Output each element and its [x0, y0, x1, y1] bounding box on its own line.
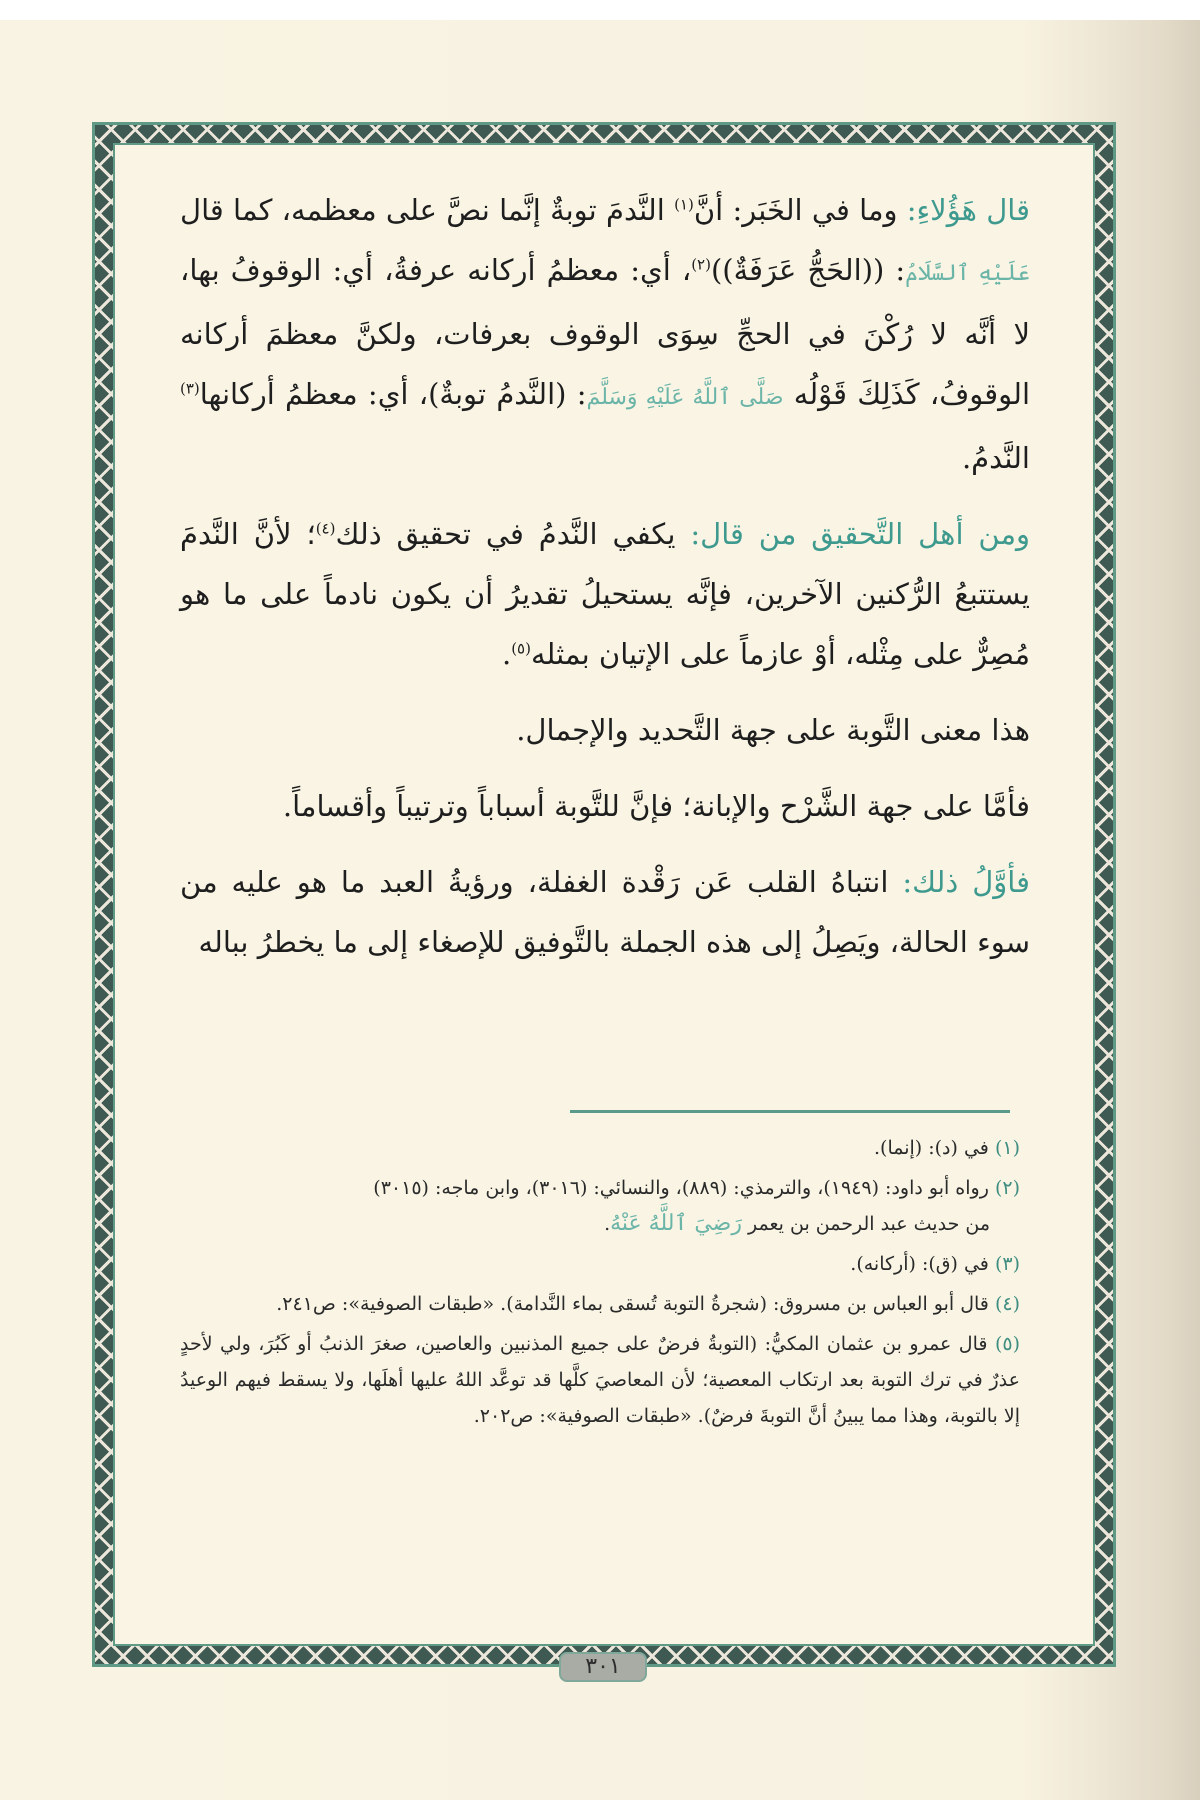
- paragraph-lead: فأوَّلُ ذلك:: [902, 865, 1031, 899]
- footnote-ref-2[interactable]: (٢): [691, 255, 711, 274]
- footnote-3: (٣) في (ق): (أركانه).: [850, 1253, 1020, 1275]
- paragraph-2: ومن أهل التَّحقيق من قال: يكفي النَّدمُ في تحقيق ذلك$^{(٤)}$؛ لأنَّ النَّدمَ يستتبعُ الرُّكنين الآخرين، فإنَّه يستحيلُ تقديرُ أن يكون نادماً على ما هو مُصِرٌّ على مِثْله، أوْ عازماً على الإتيان بمثله$^{(٥)}$.: [180, 517, 1031, 671]
- footnote-2: (٢) رواه أبو داود: (١٩٤٩)، والترمذي: (٨٨٩)، والنسائي: (٣٠١٦)، وابن ماجه: (٣٠١٥) من حديث عبد الرحمن بن يعمر رَضِيَ ٱللَّهُ عَنْهُ.: [373, 1177, 1020, 1236]
- paragraph-5: فأوَّلُ ذلك: انتباهُ القلب عَن رَقْدة الغفلة، ورؤيةُ العبد ما هو عليه من سوء الحالة، ويَصِلُ إلى هذه الجملة بالتَّوفيق للإصغاء إلى ما يخطرُ بباله: [180, 865, 1031, 959]
- footnote-ref-1[interactable]: (١): [674, 195, 694, 214]
- footnote-ref-4[interactable]: (٤): [315, 519, 336, 538]
- honorific-icon: عَلَيْهِ ٱلسَّلَامُ: [905, 261, 1030, 286]
- footnotes: [180, 1130, 1020, 1438]
- footnote-4: (٤) قال أبو العباس بن مسروق: (شجرةُ التوبة تُسقى بماء النَّدامة). «طبقات الصوفية»: ص٢٤١.: [276, 1293, 1020, 1315]
- footnote-separator: [570, 1110, 1010, 1113]
- paragraph-lead: ومن أهل التَّحقيق من قال:: [690, 517, 1031, 551]
- footnote-ref-5[interactable]: (٥): [511, 639, 531, 658]
- paragraph-4: فأمَّا على جهة الشَّرْح والإبانة؛ فإنَّ للتَّوبة أسباباً وترتيباً وأقساماً.: [282, 789, 1030, 823]
- footnote-ref-3[interactable]: (٣): [180, 379, 200, 398]
- scan-top-margin: [0, 0, 1200, 20]
- paragraph-3: هذا معنى التَّوبة على جهة التَّحديد والإجمال.: [516, 713, 1030, 747]
- page-number: ٣٠١: [559, 1652, 647, 1682]
- paragraph-lead: قال هَؤُلاءِ:: [906, 193, 1030, 227]
- footnote-1: (١) في (د): (إنما).: [874, 1137, 1020, 1159]
- honorific-icon: رَضِيَ ٱللَّهُ عَنْهُ: [610, 1211, 742, 1236]
- footnote-5: (٥) قال عمرو بن عثمان المكيُّ: (التوبةُ فرضٌ على جميع المذنبين والعاصين، صغرَ الذنبُ أو كَبُرَ، ولي لأحدٍ عذرٌ في ترك التوبة بعد ارتكاب المعصية؛ لأن المعاصيَ كلَّها قد توعَّد اللهُ عليها أهلَها، ولا يسقط فيهم الوعيدُ إلا بالتوبة، وهذا مما يبينُ أنَّ التوبةَ فرضٌ). «طبقات الصوفية»: ص٢٠٢.: [180, 1333, 1020, 1427]
- paragraph-1: قال هَؤُلاءِ: وما في الخَبَر: أنَّ$^{(١)}$ النَّدمَ توبةٌ إنَّما نصَّ على معظمه، كما قال عَلَيْهِ ٱلسَّلَامُ: ((الحَجُّ عَرَفَةٌ))$^{(٢)}$، أي: معظمُ أركانه عرفةُ، أي: الوقوفُ بها، لا أنَّه لا رُكْنَ في الحجِّ سِوَى الوقوف بعرفات، ولكنَّ معظمَ أركانه الوقوفُ، كَذَلِكَ قَوْلُه صَلَّى ٱللَّهُ عَلَيْهِ وَسَلَّمَ: (النَّدمُ توبةٌ)، أي: معظمُ أركانها$^{(٣)}$ النَّدمُ.: [180, 193, 1031, 475]
- main-text: [180, 180, 1030, 988]
- honorific-icon: صَلَّى ٱللَّهُ عَلَيْهِ وَسَلَّمَ: [586, 385, 784, 410]
